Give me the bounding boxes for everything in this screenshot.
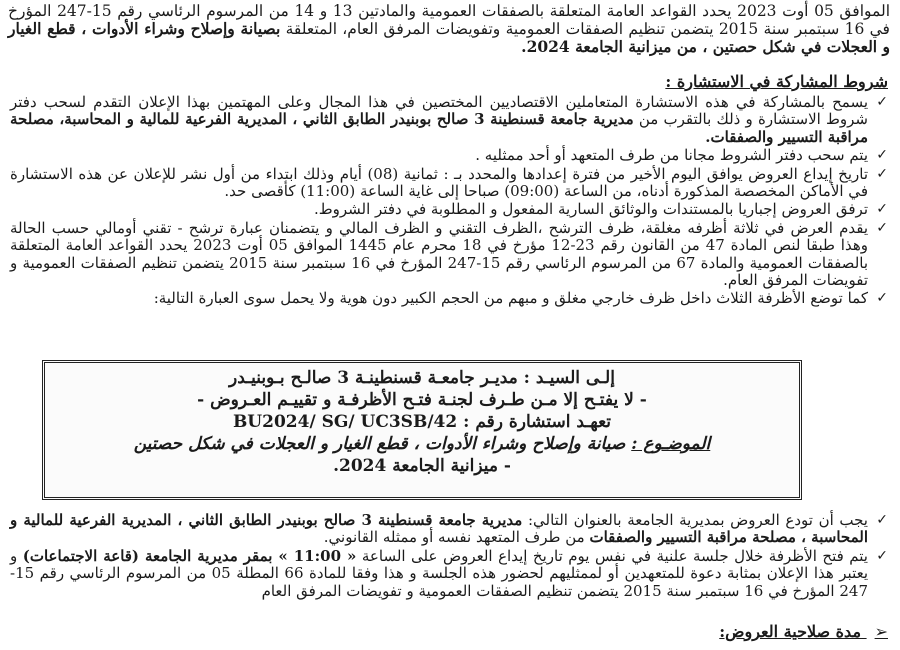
check-icon: ✓ (876, 165, 888, 182)
check-icon: ✓ (876, 547, 888, 564)
condition-item (10, 201, 890, 218)
condition-text: كما توضع الأظرفة الثلاث داخل ظرف خارجي مغلق و مبهم من الحجم الكبير دون هوية ولا يحمل سوى العبارة التالية: (153, 289, 868, 308)
deposit-text: يجب أن تودع العروض بمديرية الجامعة بالعنوان التالي: (527, 511, 868, 529)
condition-text: تاريخ إيداع العروض يوافق اليوم الأخير من فترة إعدادها والمحدد بـ : ثمانية (08) أيام وذلك ابتداء من أول نشر للإعلان عن هذه الاستشارة في الأماكن المخصصة المذكورة أدناه، من الساعة (09:00) صباحا إلى غاية الساعة (11:00) كأقصى حد. (10, 164, 868, 201)
intro-subject: بصيانة وإصلاح وشراء الأدوات ، قطع الغيار و العجلات في شكل حصتين ، من ميزانية الجامعة 2024. (8, 19, 890, 56)
intro-line-1: الموافق 05 أوت 2023 يحدد القواعد العامة المتعلقة بالصفقات العمومية والمادتين 13 و 14 من المرسوم الرئاسي رقم 15-247 المؤرخ في (8, 2, 891, 38)
deposit-list (10, 512, 890, 601)
reference-number: BU2024/ SG/ UC3SB/42 (232, 412, 458, 432)
condition-item (10, 166, 890, 201)
deposit-after: و يعتبر هذا الإعلان بمثابة دعوة للمتعهدين أو لممثليهم لحضور هذه الجلسة و هذا وفقا للمادة 66 المطلة 05 من المرسوم الرئاسي رقم 15-247 المؤرخ في 16 سبتمبر سنة 2015 يتضمن تنظيم الصفقات العمومية و تفويضات المرفق العام (10, 546, 869, 600)
check-icon: ✓ (876, 94, 888, 110)
participation-conditions-heading: شروط المشاركة في الاستشارة : (665, 72, 888, 91)
deposit-item (10, 548, 890, 600)
subject-label: الموضـوع : (631, 434, 711, 454)
offers-validity-heading (719, 622, 888, 641)
check-icon: ✓ (876, 512, 888, 528)
condition-bold: مديرية جامعة قسنطينة 3 صالح بوبنيدر الطابق الثاني ، المديرية الفرعية للمالية و المحاسبة، مصلحة مراقبة التسيير والصفقات. (10, 110, 868, 146)
envelope-subject (55, 433, 789, 455)
deposit-after: من طرف المتعهد نفسه أو ممثله القانوني. (323, 528, 585, 547)
envelope-warning: - لا يفتـح إلا مـن طـرف لجنـة فتـح الأظرفـة و تقييـم العـروض - (197, 390, 647, 410)
condition-text: يتم سحب دفتر الشروط مجانا من طرف المتعهد أو أحد ممثليه . (475, 146, 868, 165)
conditions-list (10, 94, 890, 309)
offers-validity-text: مدة صلاحية العروض: (719, 622, 862, 641)
intro-paragraph (8, 2, 890, 56)
condition-text: يسمح بالمشاركة في هذه الاستشارة المتعاملين الاقتصاديين المختصين في هذا المجال وعلى المهتمين بهذا الإعلان التقدم لسحب دفتر شروط الاستشارة و ذلك بالتقرب من (10, 93, 868, 129)
envelope-addressee: إلـى السيـد : مديـر جامعـة قسنطينـة 3 صالـح بـوبنيـدر (229, 368, 615, 388)
arrow-icon: ➢ (874, 622, 888, 641)
reference-label: تعهـد استشارة رقم : (463, 412, 612, 432)
envelope-budget: - ميزانية الجامعة 2024. (333, 456, 511, 476)
condition-item (10, 290, 890, 307)
deposit-text: يتم فتح الأظرفة خلال جلسة علنية في نفس يوم تاريخ إيداع العروض على الساعة (361, 546, 868, 565)
deposit-item (10, 512, 890, 547)
deposit-bold: « 11:00 » بمقر مديرية الجامعة (قاعة الاجتماعات) (22, 546, 357, 565)
deposit-bold: مديرية جامعة قسنطينة 3 صالح بوبنيدر الطابق الثاني ، المديرية الفرعية للمالية و المحاسبة ، مصلحة مراقبة التسيير والصفقات (10, 511, 868, 547)
condition-item (10, 94, 890, 146)
condition-text: ترفق العروض إجباريا بالمستندات والوثائق السارية المفعول و المطلوبة في دفتر الشروط. (313, 200, 868, 219)
envelope-reference (55, 411, 789, 433)
check-icon: ✓ (876, 201, 888, 218)
check-icon: ✓ (876, 219, 888, 236)
condition-text: يقدم العرض في ثلاثة أظرفه مغلقة، ظرف الترشح ،الظرف التقني و الظرف المالي و يتضمنان عبارة ترشح - تقني أومالي حسب الحالة وهذا طبقا لنص المادة 47 من القانون رقم 23-12 مؤرخ في 18 محرم عام 1445 الموافق 05 أوت 2023 يحدد القواعد العامة المتعلقة بالصفقات العمومية والمادة 67 من المرسوم الرئاسي رقم 15-247 المؤرخ في 16 سبتمبر سنة 2015 يتضمن تنظيم الصفقات العمومية و تفويضات المرفق العام. (10, 218, 869, 290)
subject-text: صيانة وإصلاح وشراء الأدوات ، قطع الغيار و العجلات في شكل حصتين (133, 434, 626, 454)
condition-item (10, 220, 890, 290)
intro-line-2: 16 سبتمبر سنة 2015 يتضمن تنظيم الصفقات العمومية وتفويضات المرفق العام، المتعلقة (285, 20, 865, 38)
check-icon: ✓ (876, 147, 888, 164)
check-icon: ✓ (876, 290, 888, 307)
condition-item (10, 147, 890, 164)
envelope-label-box (42, 360, 802, 500)
